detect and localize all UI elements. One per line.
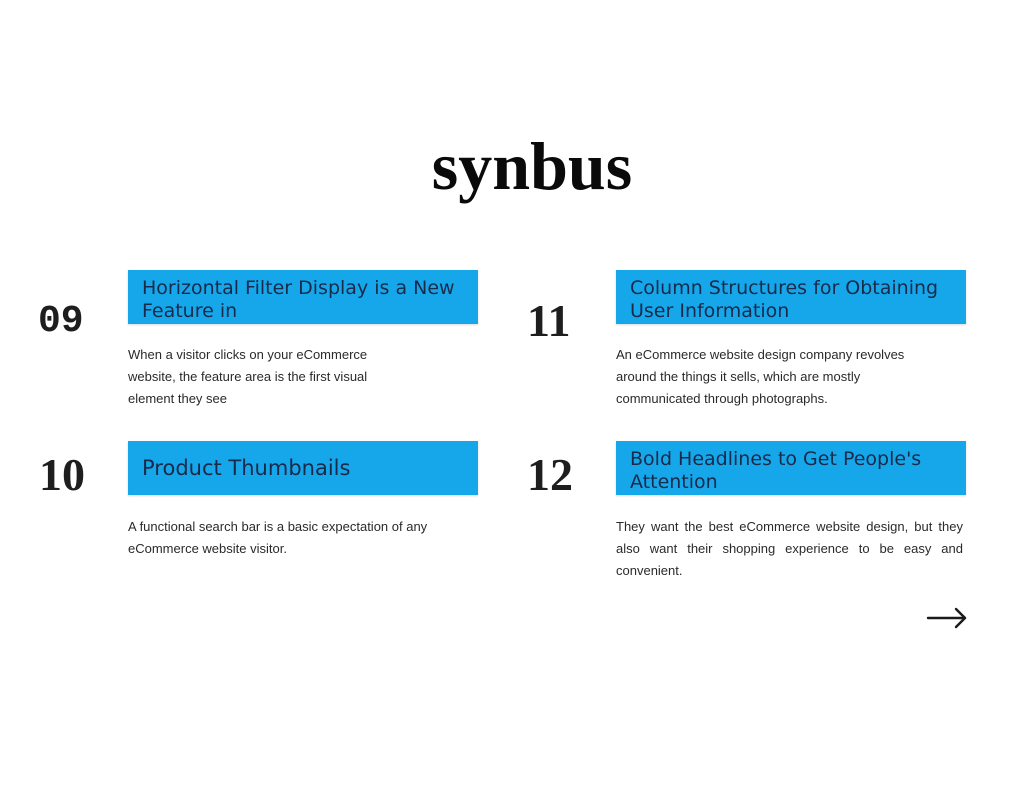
page-title: synbus: [431, 128, 633, 204]
item-number-10: 10: [39, 449, 85, 500]
item-description-09: When a visitor clicks on your eCommerce website, the feature area is the first visual element they see: [128, 347, 368, 406]
item-heading-11: Column Structures for Obtaining User Information: [616, 270, 966, 324]
item-heading-09: Horizontal Filter Display is a New Feature in: [128, 270, 478, 324]
item-description-10: A functional search bar is a basic expectation of any eCommerce website visitor.: [128, 519, 428, 556]
arrow-right-icon-svg: [926, 598, 968, 638]
arrow-right-icon[interactable]: [926, 598, 968, 638]
item-heading-10: Product Thumbnails: [128, 441, 478, 495]
item-number-09: 09: [38, 300, 84, 343]
item-heading-12: Bold Headlines to Get People's Attention: [616, 441, 966, 495]
item-description-11: An eCommerce website design company revolves around the things it sells, which are mostly communicated through photographs.: [616, 347, 905, 406]
item-number-11: 11: [527, 295, 571, 346]
item-number-12: 12: [527, 449, 573, 500]
item-description-12: They want the best eCommerce website design, but they also want their shopping experience to be easy and convenient.: [616, 519, 963, 578]
